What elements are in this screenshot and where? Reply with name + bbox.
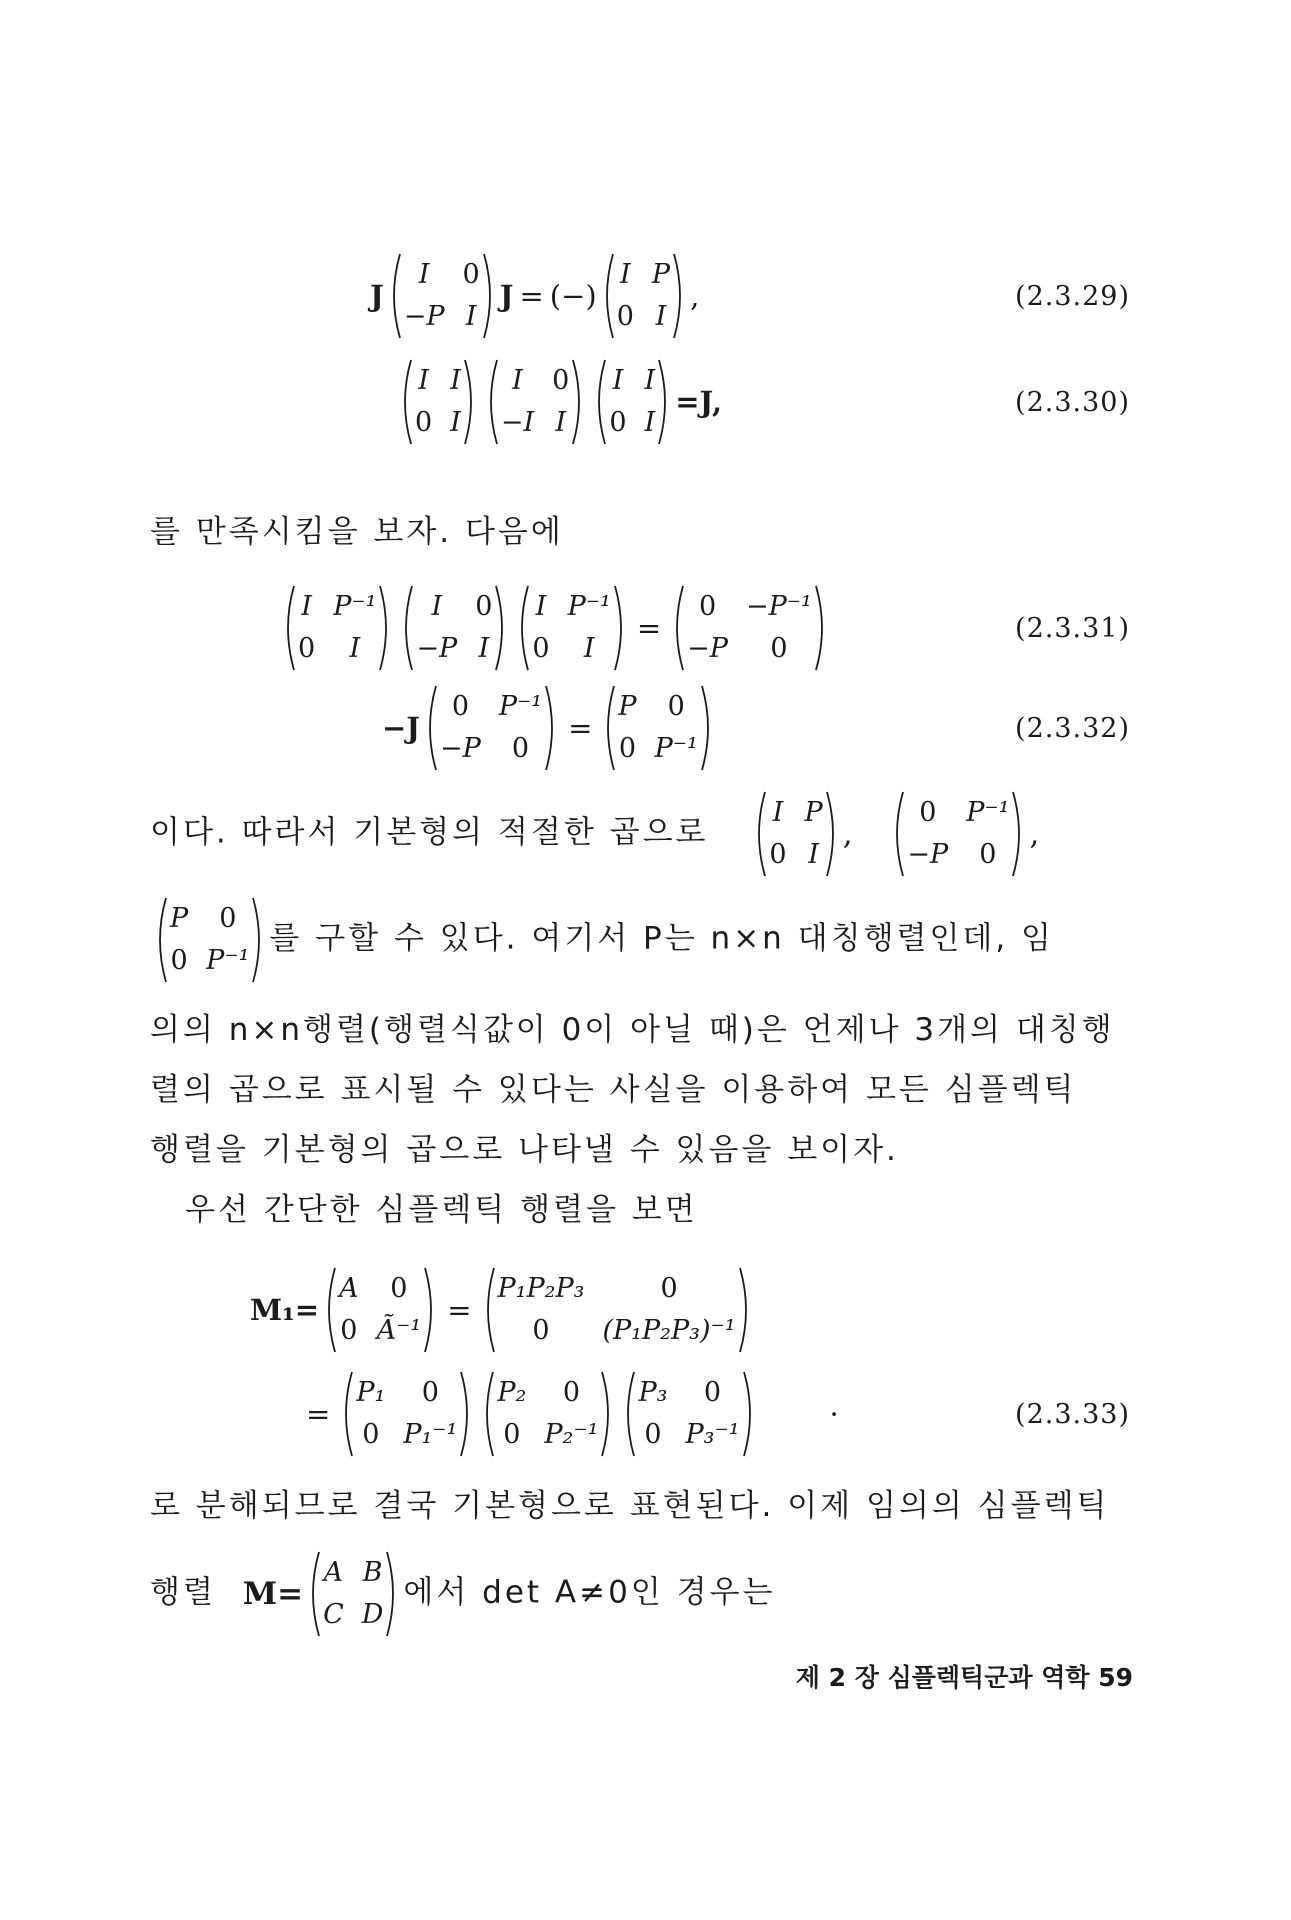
equation-2-3-31 [150, 580, 1130, 676]
matrix-entry: P⁻¹ [567, 591, 611, 622]
matrix [600, 252, 687, 340]
matrix-entry: −I [500, 407, 535, 438]
matrix-entry: 0 [552, 365, 570, 396]
matrix-cells [438, 684, 544, 772]
equation-body [370, 248, 699, 344]
matrix-entry: 0 [390, 1273, 408, 1304]
right-paren [700, 684, 715, 772]
paragraph: 렬의 곱으로 표시될 수 있다는 사실을 이용하여 모든 심플렉틱 [150, 1072, 1077, 1108]
right-paren [814, 584, 829, 672]
equals-sign: = [306, 1397, 331, 1431]
matrix-entry: 0 [298, 633, 316, 664]
matrix-entry: P₁ [356, 1377, 386, 1408]
matrix-entry: P₁P₂P₃ [497, 1273, 585, 1304]
matrix-cells [607, 358, 657, 446]
matrix-cells [499, 358, 571, 446]
right-paren [463, 358, 478, 446]
matrix-entry: 0 [618, 733, 637, 764]
rhs-J: =J, [675, 385, 723, 419]
matrix-cells [530, 584, 612, 672]
inline-matrix [150, 896, 269, 984]
right-paren [494, 584, 509, 672]
matrix-entry: I [512, 365, 523, 396]
left-paren [480, 1370, 495, 1458]
text: 를 구할 수 있다. 여기서 P는 n×n 대칭행렬인데, 임 [269, 920, 1055, 957]
matrix-entry: I [450, 365, 461, 396]
right-paren [600, 1370, 615, 1458]
equals-sign: = [568, 711, 593, 745]
matrix-entry: I [465, 301, 477, 332]
left-paren [387, 252, 402, 340]
matrix-entry: 0 [667, 691, 685, 722]
matrix-cells [615, 252, 672, 340]
matrix-entry: 0 [703, 1377, 722, 1408]
matrix-entry: 0 [919, 797, 937, 828]
right-paren [742, 1370, 757, 1458]
left-paren [601, 684, 616, 772]
matrix-entry: B [362, 1557, 383, 1588]
right-paren [657, 358, 672, 446]
right-paren [672, 252, 687, 340]
symbol-M: M= [242, 1576, 304, 1612]
equation-2-3-32 [150, 680, 1130, 776]
matrix-entry: 0 [532, 633, 550, 664]
right-paren [1011, 790, 1026, 878]
matrix-entry: 0 [462, 259, 480, 290]
matrix [306, 1550, 400, 1638]
paragraph: 의의 n×n행렬(행렬식값이 0이 아닐 때)은 언제나 3개의 대칭행 [150, 1012, 1115, 1048]
matrix [670, 584, 829, 672]
left-paren [281, 584, 296, 672]
left-paren [592, 358, 607, 446]
matrix-entry: 0 [415, 407, 433, 438]
matrix-entry: I [655, 301, 667, 332]
matrix [153, 896, 266, 984]
right-paren [571, 358, 586, 446]
right-paren [423, 1266, 438, 1354]
equation-number: (2.3.30) [1015, 386, 1130, 418]
matrix [484, 358, 586, 446]
equation-number: (2.3.31) [1015, 612, 1130, 644]
matrix-entry: 0 [421, 1377, 439, 1408]
right-paren [482, 252, 497, 340]
equals-sign: = [519, 279, 544, 313]
matrix-entry: I [301, 591, 312, 622]
equation-2-3-33-line2 [150, 1366, 1130, 1462]
matrix [339, 1370, 474, 1458]
matrix-cells [168, 896, 251, 984]
matrix-cells [337, 1266, 423, 1354]
matrix-entry: I [612, 365, 624, 396]
matrix-entry: I [418, 259, 430, 290]
matrix-entry: −P [440, 733, 481, 764]
right-paren [544, 684, 559, 772]
matrix-cells [321, 1550, 385, 1638]
matrix-entry: 0 [660, 1273, 678, 1304]
left-paren [752, 790, 767, 878]
matrix-entry: 0 [769, 839, 787, 870]
right-paren [613, 584, 628, 672]
matrix-entry: P₂⁻¹ [544, 1419, 599, 1450]
left-paren [890, 790, 905, 878]
matrix-cells [616, 684, 699, 772]
matrix-entry: 0 [609, 407, 627, 438]
matrix [890, 790, 1026, 878]
symbol-M1: M₁= [250, 1293, 320, 1327]
matrix-entry: 0 [451, 691, 470, 722]
matrix [481, 1266, 753, 1354]
matrix-entry: C [323, 1599, 344, 1630]
matrix-cells [496, 1266, 738, 1354]
matrix [601, 684, 714, 772]
equation-number: (2.3.33) [1015, 1398, 1130, 1430]
matrix-entry: 0 [979, 839, 997, 870]
paragraph-inline-matrices [150, 1550, 1130, 1638]
inline-matrix [243, 1550, 404, 1638]
matrix-entry: −P [403, 301, 445, 332]
equation-2-3-33-line1 [150, 1262, 1130, 1358]
left-paren [322, 1266, 337, 1354]
matrix-entry: P₂ [497, 1377, 527, 1408]
matrix-entry: (P₁P₂P₃)⁻¹ [602, 1315, 736, 1346]
matrix-cells [296, 584, 378, 672]
neg-J: −J [382, 711, 421, 745]
matrix-entry: A [339, 1273, 359, 1304]
matrix [399, 584, 509, 672]
paragraph-inline-matrices [150, 790, 1130, 878]
matrix-entry: 0 [170, 945, 188, 976]
matrix-entry: D [361, 1599, 384, 1630]
left-paren [481, 1266, 496, 1354]
left-paren [423, 684, 438, 772]
matrix-cells [402, 252, 482, 340]
matrix-cells [636, 1370, 741, 1458]
matrix-entry: I [644, 407, 656, 438]
matrix-entry: I [772, 797, 784, 828]
matrix-entry: 0 [562, 1377, 581, 1408]
equals-sign: = [447, 1293, 472, 1327]
right-paren [738, 1266, 753, 1354]
text: 행렬 [150, 1574, 216, 1611]
matrix-entry: I [619, 259, 631, 290]
matrix-entry: P [618, 691, 637, 722]
matrix [480, 1370, 615, 1458]
inline-matrix: 0 P⁻¹ −P 0 , [887, 790, 1039, 878]
right-paren [825, 790, 840, 878]
matrix-entry: I [450, 407, 461, 438]
page-footer: 제 2 장 심플렉틱군과 역학 59 [795, 1663, 1133, 1692]
matrix-entry: 0 [219, 903, 237, 934]
matrix-entry: −P [687, 633, 728, 664]
comma: , [690, 279, 700, 313]
matrix-entry: P⁻¹ [498, 691, 543, 722]
matrix-cells [354, 1370, 459, 1458]
equation-body [395, 354, 722, 450]
matrix-entry: P [651, 259, 671, 290]
matrix-entry: P [170, 903, 189, 934]
left-paren [515, 584, 530, 672]
dot-mark: · [829, 1397, 839, 1431]
left-paren [600, 252, 615, 340]
right-paren [251, 896, 266, 984]
matrix-entry: A [323, 1557, 344, 1588]
paragraph: 우선 간단한 심플렉틱 행렬을 보면 [185, 1192, 698, 1228]
left-paren [621, 1370, 636, 1458]
matrix-entry: P₁⁻¹ [403, 1419, 458, 1450]
matrix-entry: 0 [362, 1419, 380, 1450]
left-paren [484, 358, 499, 446]
equation-number: (2.3.29) [1015, 280, 1130, 312]
matrix-entry: I [478, 633, 490, 664]
equation-body [300, 1366, 839, 1462]
matrix-entry: P [804, 797, 823, 828]
matrix-entry: P⁻¹ [654, 733, 698, 764]
matrix [423, 684, 559, 772]
matrix-entry: 0 [616, 301, 634, 332]
paragraph-inline-matrices [150, 896, 1130, 984]
matrix [515, 584, 627, 672]
equation-number: (2.3.32) [1015, 712, 1130, 744]
matrix-entry: 0 [511, 733, 530, 764]
matrix-cells [905, 790, 1011, 878]
equation-body [278, 580, 832, 676]
matrix-entry: I [583, 633, 595, 664]
matrix-entry: 0 [503, 1419, 521, 1450]
text: 에서 det A≠0인 경우는 [403, 1574, 776, 1611]
equals-sign: = [636, 611, 662, 645]
right-paren [459, 1370, 474, 1458]
matrix-entry: 0 [644, 1419, 662, 1450]
matrix-entry: 0 [770, 633, 788, 664]
left-paren [339, 1370, 354, 1458]
left-paren [306, 1550, 321, 1638]
matrix-entry: 0 [340, 1315, 358, 1346]
matrix-entry: Ã⁻¹ [376, 1315, 422, 1346]
left-paren [670, 584, 685, 672]
matrix-entry: P⁻¹ [206, 945, 250, 976]
symbol-J: J [370, 279, 384, 313]
matrix [387, 252, 497, 340]
equation-body [382, 680, 718, 776]
matrix-entry: I [349, 633, 361, 664]
matrix-entry: I [644, 365, 656, 396]
matrix [281, 584, 393, 672]
matrix [752, 790, 839, 878]
right-paren [385, 1550, 400, 1638]
matrix [398, 358, 478, 446]
equation-body [250, 1262, 756, 1358]
symbol-J: J [499, 279, 514, 313]
matrix-entry: P₃ [638, 1377, 668, 1408]
matrix-entry: I [555, 407, 567, 438]
matrix-entry: −P [907, 839, 949, 870]
matrix-entry: I [418, 365, 429, 396]
equation-2-3-29 [150, 248, 1130, 344]
matrix-entry: P⁻¹ [966, 797, 1010, 828]
matrix [621, 1370, 756, 1458]
paragraph: 행렬을 기본형의 곱으로 나타낼 수 있음을 보이자. [150, 1132, 899, 1168]
left-paren [153, 896, 168, 984]
matrix-entry: 0 [532, 1315, 550, 1346]
matrix-entry: I [808, 839, 819, 870]
paragraph: 로 분해되므로 결국 기본형으로 표현된다. 이제 임의의 심플렉틱 [150, 1488, 1110, 1524]
matrix-entry: 0 [475, 591, 493, 622]
matrix-entry: 0 [698, 591, 717, 622]
negation: (−) [549, 279, 597, 313]
matrix-entry: P₃⁻¹ [685, 1419, 740, 1450]
text: 이다. 따라서 기본형의 적절한 곱으로 [150, 814, 709, 851]
matrix-cells [414, 584, 494, 672]
matrix-entry: −P [416, 633, 458, 664]
matrix-cells [685, 584, 814, 672]
equation-2-3-30 [150, 354, 1130, 450]
matrix-cells [767, 790, 824, 878]
matrix [322, 1266, 438, 1354]
left-paren [398, 358, 413, 446]
matrix-entry: P⁻¹ [333, 591, 377, 622]
matrix-entry: I [431, 591, 443, 622]
paragraph: 를 만족시킴을 보자. 다음에 [150, 514, 564, 550]
matrix-cells [413, 358, 463, 446]
inline-matrix: I P 0 I , [749, 790, 852, 878]
right-paren [378, 584, 393, 672]
matrix-entry: −P⁻¹ [745, 591, 812, 622]
matrix-cells [495, 1370, 600, 1458]
left-paren [399, 584, 414, 672]
matrix-entry: I [535, 591, 547, 622]
matrix [592, 358, 672, 446]
